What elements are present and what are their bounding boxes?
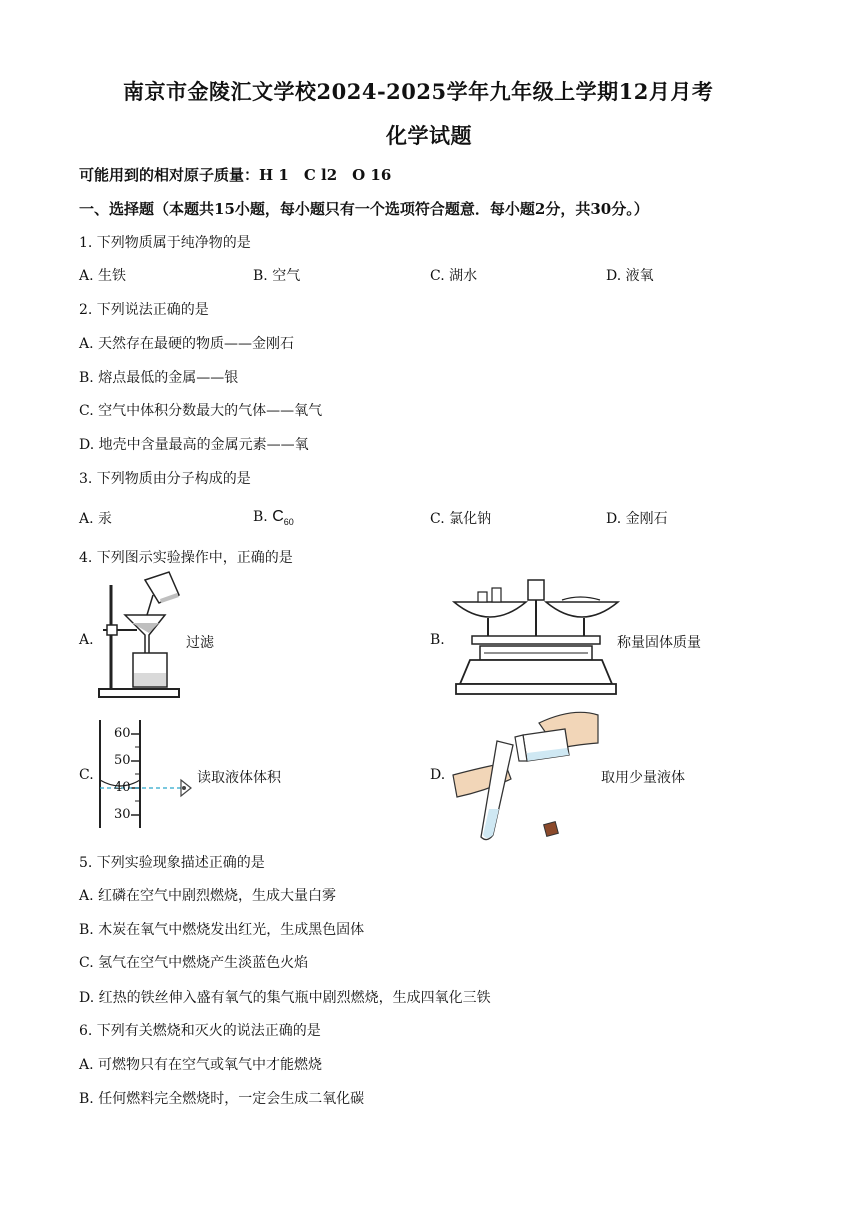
document-title: 南京市金陵汇文学校2024-2025学年九年级上学期12月月考 [123, 79, 714, 104]
balance-scale-icon [450, 580, 620, 698]
q6-option-b[interactable]: B. 任何燃料完全燃烧时，一定会生成二氧化碳 [79, 1091, 365, 1107]
q4-caption-c: 读取液体体积 [197, 770, 281, 786]
q1-option-b[interactable]: B. 空气 [253, 268, 301, 284]
tick-label-60: 60 [114, 726, 131, 741]
q1-option-c[interactable]: C. 湖水 [430, 268, 478, 284]
graduated-cylinder-icon [95, 718, 200, 830]
document-subtitle: 化学试题 [386, 123, 472, 148]
q3-option-d[interactable]: D. 金刚石 [606, 511, 668, 527]
q3-option-b-label: B. [253, 509, 268, 525]
q3-option-b[interactable] [253, 508, 294, 527]
q2-option-a[interactable]: A. 天然存在最硬的物质——金刚石 [79, 336, 295, 352]
question-4-stem: 4. 下列图示实验操作中，正确的是 [79, 550, 293, 566]
question-2-stem: 2. 下列说法正确的是 [79, 302, 209, 318]
c60-formula: $C_{60}$ [272, 508, 294, 527]
q2-option-d[interactable]: D. 地壳中含量最高的金属元素——氧 [79, 437, 309, 453]
q4-option-a[interactable]: A. [79, 632, 94, 648]
q4-caption-d: 取用少量液体 [601, 770, 685, 786]
question-6-stem: 6. 下列有关燃烧和灭火的说法正确的是 [79, 1023, 321, 1039]
tick-label-50: 50 [114, 753, 131, 768]
question-1-stem: 1. 下列物质属于纯净物的是 [79, 235, 251, 251]
q2-option-b[interactable]: B. 熔点最低的金属——银 [79, 370, 239, 386]
q4-option-c[interactable]: C. [79, 767, 94, 783]
q5-option-b[interactable]: B. 木炭在氧气中燃烧发出红光，生成黑色固体 [79, 922, 365, 938]
q5-option-a[interactable]: A. 红磷在空气中剧烈燃烧，生成大量白雾 [79, 888, 337, 904]
q5-option-d[interactable]: D. 红热的铁丝伸入盛有氧气的集气瓶中剧烈燃烧，生成四氧化三铁 [79, 990, 491, 1006]
pouring-liquid-icon [453, 705, 603, 845]
q1-option-a[interactable]: A. 生铁 [79, 268, 127, 284]
q4-caption-a: 过滤 [186, 635, 214, 651]
section-heading: 一、选择题（本题共15小题，每小题只有一个选项符合题意．每小题2分，共30分。） [79, 200, 649, 218]
q4-caption-b: 称量固体质量 [617, 635, 701, 651]
tick-label-30: 30 [114, 807, 131, 822]
filtration-apparatus-icon [97, 575, 187, 700]
question-5-stem: 5. 下列实验现象描述正确的是 [79, 855, 265, 871]
tick-label-40: 40 [114, 780, 131, 795]
q5-option-c[interactable]: C. 氢气在空气中燃烧产生淡蓝色火焰 [79, 955, 309, 971]
q2-option-c[interactable]: C. 空气中体积分数最大的气体——氧气 [79, 403, 323, 419]
question-3-stem: 3. 下列物质由分子构成的是 [79, 471, 251, 487]
q1-option-d[interactable]: D. 液氧 [606, 268, 654, 284]
q4-option-b[interactable]: B. [430, 632, 445, 648]
atomic-masses: 可能用到的相对原子质量：H 1 C l2 O 16 [79, 166, 392, 184]
q3-option-a[interactable]: A. 汞 [79, 511, 113, 527]
q4-option-d[interactable]: D. [430, 767, 446, 783]
q3-option-c[interactable]: C. 氯化钠 [430, 511, 492, 527]
q6-option-a[interactable]: A. 可燃物只有在空气或氧气中才能燃烧 [79, 1057, 323, 1073]
